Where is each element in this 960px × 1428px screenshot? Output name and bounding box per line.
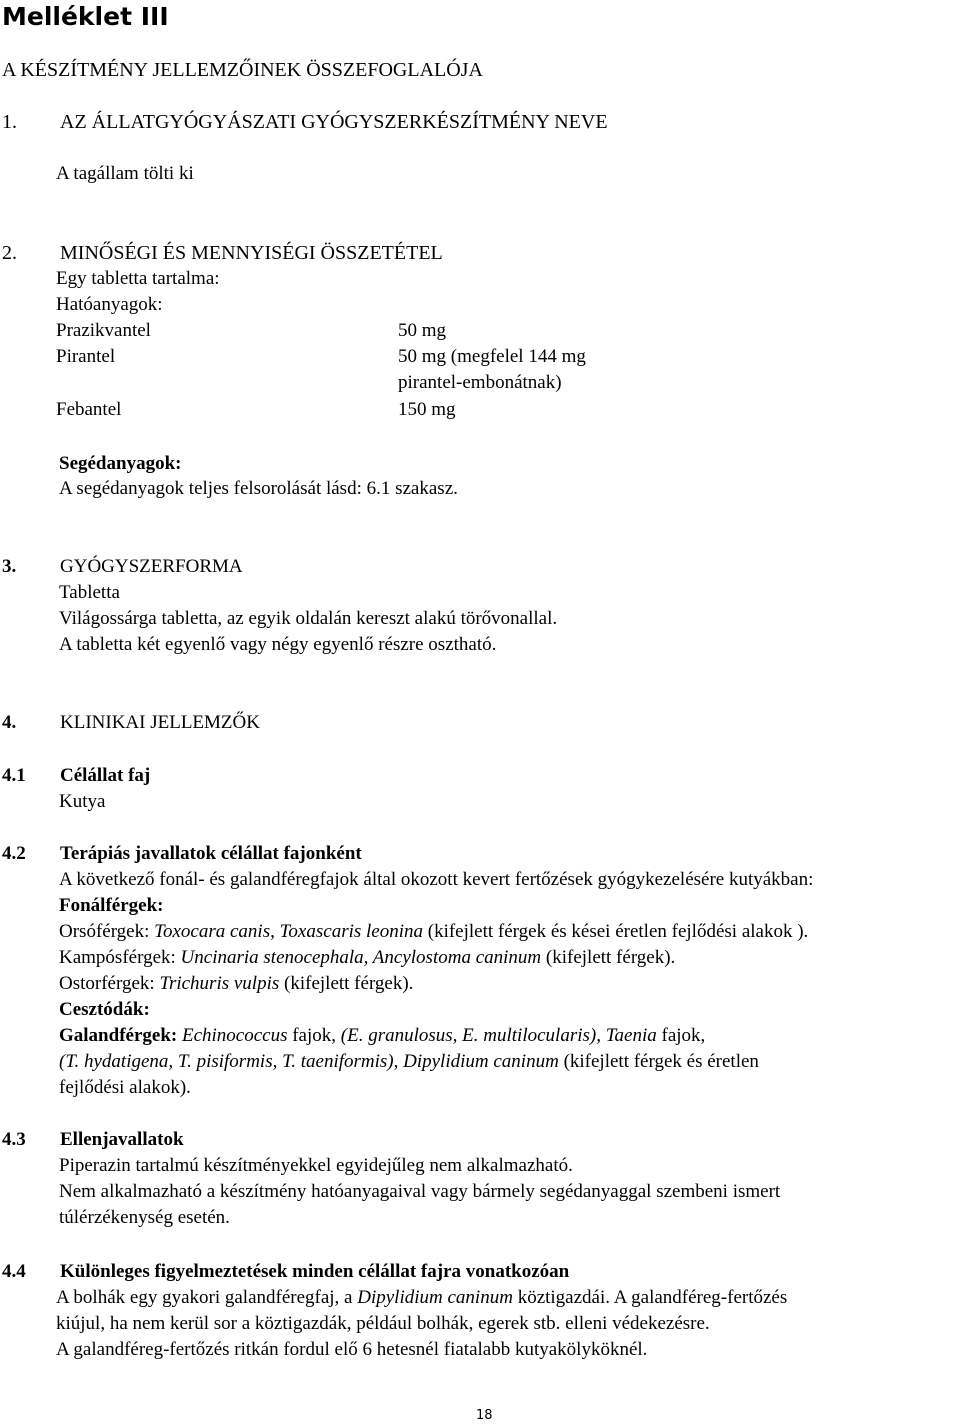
- active-ingredients-heading: Hatóanyagok:: [56, 294, 163, 315]
- ingredient-amount: 50 mg (megfelel 144 mg: [398, 346, 586, 367]
- ingredient-name: Pirantel: [56, 346, 116, 367]
- dosage-form-line: Tabletta: [59, 582, 120, 603]
- section-4-2-heading: [2, 843, 362, 865]
- ingredient-amount: 150 mg: [398, 399, 456, 420]
- indication-line: fejlődési alakok).: [59, 1077, 191, 1098]
- section-4-1-heading: [2, 765, 151, 787]
- summary-title: A KÉSZÍTMÉNY JELLEMZŐINEK ÖSSZEFOGLALÓJA: [2, 59, 483, 81]
- section-3-number: 3.: [2, 556, 17, 577]
- section-4-heading: [2, 712, 260, 734]
- section-4-2-number: 4.2: [2, 843, 26, 864]
- ingredient-name: Prazikvantel: [56, 320, 151, 341]
- section-1-heading: [2, 111, 608, 133]
- section-4-1-number: 4.1: [2, 765, 26, 786]
- section-4-3-heading: [2, 1129, 184, 1151]
- indication-line: Kampósférgek: Uncinaria stenocephala, Ancylostoma caninum (kifejlett férgek).: [59, 947, 676, 968]
- section-4-4-number: 4.4: [2, 1261, 26, 1282]
- section-1-text: A tagállam tölti ki: [56, 163, 194, 184]
- section-4-number: 4.: [2, 712, 17, 733]
- contraindication-line: túlérzékenység esetén.: [59, 1207, 230, 1228]
- contraindication-line: Nem alkalmazható a készítmény hatóanyagaival vagy bármely segédanyaggal szembeni ismert: [59, 1181, 781, 1202]
- section-2-title: MINŐSÉGI ÉS MENNYISÉGI ÖSSZETÉTEL: [60, 242, 443, 264]
- section-3-heading: [2, 556, 243, 578]
- section-2-heading: [2, 242, 443, 264]
- indication-line: Ostorférgek: Trichuris vulpis (kifejlett férgek).: [59, 973, 414, 994]
- section-4-4-title: Különleges figyelmeztetések minden célállat fajra vonatkozóan: [60, 1261, 570, 1282]
- excipients-text: A segédanyagok teljes felsorolását lásd: 6.1 szakasz.: [59, 478, 458, 499]
- section-1-title: AZ ÁLLATGYÓGYÁSZATI GYÓGYSZERKÉSZÍTMÉNY NEVE: [60, 111, 608, 133]
- cestodes-heading: Cesztódák:: [59, 999, 150, 1020]
- dosage-form-line: A tabletta két egyenlő vagy négy egyenlő részre osztható.: [59, 634, 497, 655]
- section-4-3-number: 4.3: [2, 1129, 26, 1150]
- section-3-title: GYÓGYSZERFORMA: [60, 556, 243, 577]
- section-1-number: 1.: [2, 111, 17, 133]
- warning-line: kiújul, ha nem kerül sor a köztigazdák, például bolhák, egerek stb. elleni védekezésre.: [56, 1313, 710, 1334]
- section-4-3-title: Ellenjavallatok: [60, 1129, 184, 1150]
- ingredient-name: Febantel: [56, 399, 122, 420]
- nematodes-heading: Fonálférgek:: [59, 895, 164, 916]
- warning-line: A bolhák egy gyakori galandféregfaj, a Dipylidium caninum köztigazdái. A galandféreg-fertőzés: [56, 1287, 788, 1308]
- section-2-number: 2.: [2, 242, 17, 264]
- annex-title: Melléklet III: [2, 2, 169, 31]
- section-4-4-heading: [2, 1261, 570, 1283]
- section-4-1-title: Célállat faj: [60, 765, 151, 786]
- indication-line: Orsóférgek: Toxocara canis, Toxascaris leonina (kifejlett férgek és kései éretlen fejlődési alakok ).: [59, 921, 809, 942]
- section-4-title: KLINIKAI JELLEMZŐK: [60, 712, 260, 733]
- target-species-text: Kutya: [59, 791, 106, 812]
- page-number: 18: [476, 1408, 493, 1423]
- contraindication-line: Piperazin tartalmú készítményekkel egyidejűleg nem alkalmazható.: [59, 1155, 573, 1176]
- indications-intro: A következő fonál- és galandféregfajok által okozott kevert fertőzések gyógykezelésére kutyákban:: [59, 869, 814, 890]
- ingredient-amount-continued: pirantel-embonátnak): [398, 372, 562, 393]
- ingredient-amount: 50 mg: [398, 320, 447, 341]
- section-4-2-title: Terápiás javallatok célállat fajonként: [60, 843, 362, 864]
- indication-line: Galandférgek: Echinococcus fajok, (E. granulosus, E. multilocularis), Taenia fajok,: [59, 1025, 706, 1046]
- excipients-heading: Segédanyagok:: [59, 453, 182, 474]
- composition-intro: Egy tabletta tartalma:: [56, 268, 220, 289]
- indication-line: (T. hydatigena, T. pisiformis, T. taeniformis), Dipylidium caninum (kifejlett férgek és éretlen: [59, 1051, 759, 1072]
- dosage-form-line: Világossárga tabletta, az egyik oldalán kereszt alakú törővonallal.: [59, 608, 558, 629]
- warning-line: A galandféreg-fertőzés ritkán fordul elő 6 hetesnél fiatalabb kutyakölyköknél.: [56, 1339, 648, 1360]
